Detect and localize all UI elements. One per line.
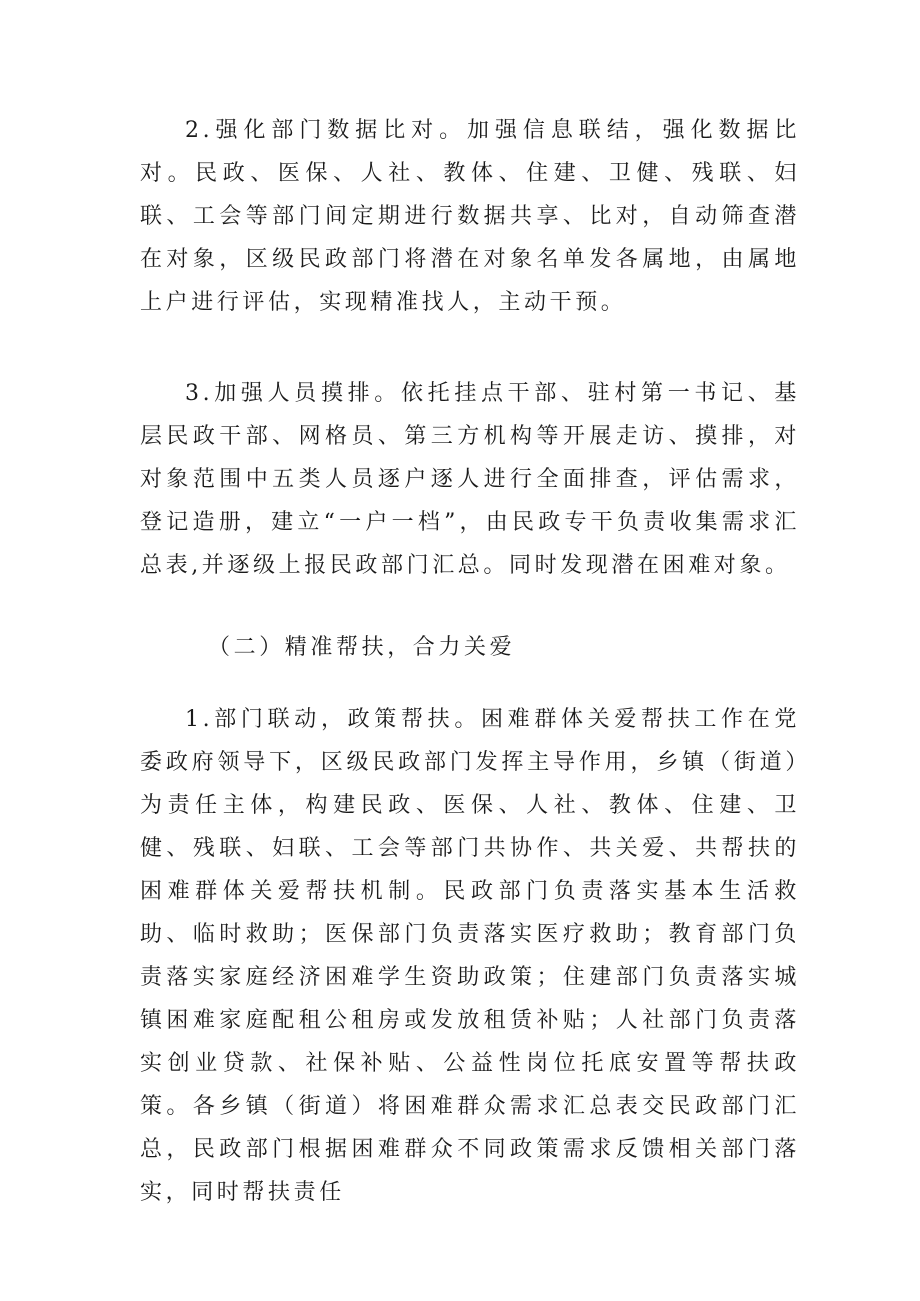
paragraph-data-comparison: 2.强化部门数据比对。加强信息联结，强化数据比对。民政、医保、人社、教体、住建、卫健、残联、妇联、工会等部门间定期进行数据共享、比对，自动筛查潜在对象，区级民政部门将潜在对象名单发各属地，由属地上户进行评估，实现精准找人，主动干预。 — [140, 118, 800, 315]
section-heading: （二）精准帮扶，合力关爱 — [208, 635, 516, 660]
paragraph-personnel-survey: 3.加强人员摸排。依托挂点干部、驻村第一书记、基层民政干部、网格员、第三方机构等开展走访、摸排，对对象范围中五类人员逐户逐人进行全面排查，评估需求，登记造册，建立“一户一档”，由民政专干负责收集需求汇总表,并逐级上报民政部门汇总。同时发现潜在困难对象。 — [140, 381, 800, 578]
paragraph-department-linkage: 1.部门联动，政策帮扶。困难群体关爱帮扶工作在党委政府领导下，区级民政部门发挥主导作用，乡镇（街道）为责任主体，构建民政、医保、人社、教体、住建、卫健、残联、妇联、工会等部门共协作、共关爱、共帮扶的困难群体关爱帮扶机制。民政部门负责落实基本生活救助、临时救助；医保部门负责落实医疗救助；教育部门负责落实家庭经济困难学生资助政策；住建部门负责落实城镇困难家庭配租公租房或发放租赁补贴；人社部门负责落实创业贷款、社保补贴、公益性岗位托底安置等帮扶政策。各乡镇（街道）将困难群众需求汇总表交民政部门汇总，民政部门根据困难群众不同政策需求反馈相关部门落实，同时帮扶责任 — [140, 707, 800, 1205]
